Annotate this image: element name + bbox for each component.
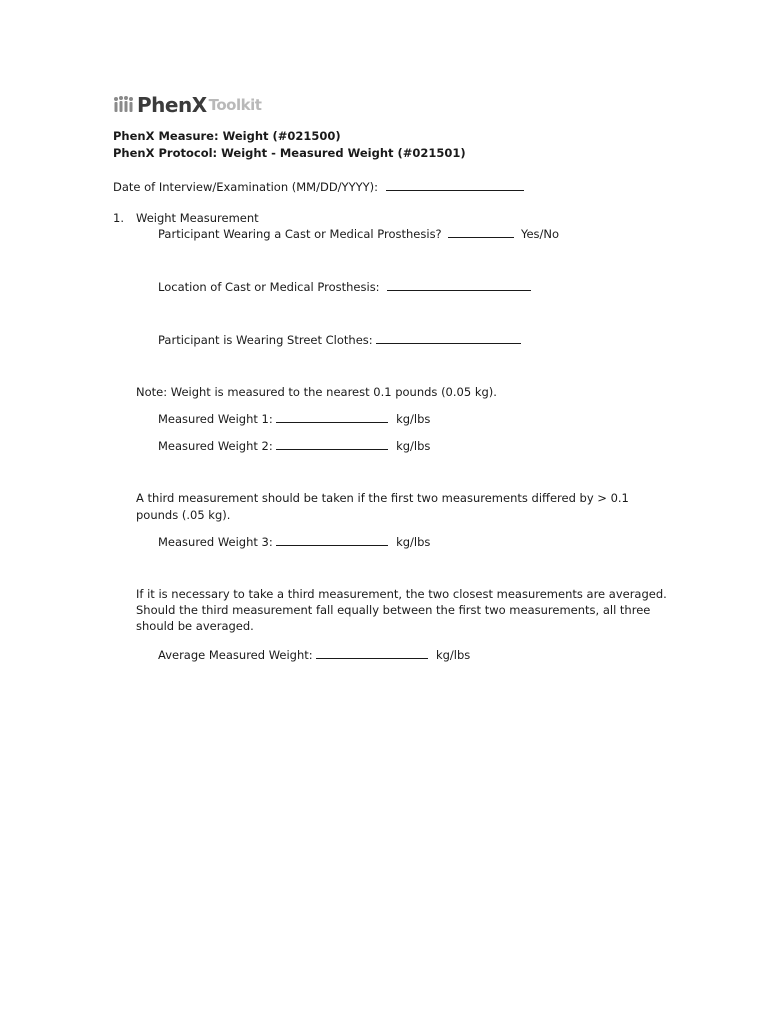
location-field[interactable] <box>387 278 531 291</box>
section-title: Weight Measurement <box>136 211 259 225</box>
logo-toolkit-text: Toolkit <box>208 96 262 114</box>
weight1-row <box>158 410 430 427</box>
third-instruction-line-1: A third measurement should be taken if the first two measurements differed by > 0.1 <box>136 491 629 505</box>
avg-weight-row <box>158 646 470 663</box>
location-row <box>158 278 531 295</box>
protocol-title: PhenX Protocol: Weight - Measured Weight (#021501) <box>113 146 466 160</box>
weight2-unit: kg/lbs <box>396 439 431 453</box>
clothes-row <box>158 331 521 348</box>
clothes-label: Participant is Wearing Street Clothes: <box>158 333 373 347</box>
phenx-toolkit-logo <box>113 92 261 118</box>
location-label: Location of Cast or Medical Prosthesis: <box>158 280 380 294</box>
cast-field[interactable] <box>448 225 514 238</box>
avg-weight-unit: kg/lbs <box>435 648 471 662</box>
people-icon <box>113 94 135 116</box>
weight3-field[interactable] <box>276 533 388 546</box>
avg-instruction-line-1: If it is necessary to take a third measurement, the two closest measurements are averaged. <box>136 587 667 601</box>
weight2-row <box>158 437 430 454</box>
weight1-unit: kg/lbs <box>396 412 431 426</box>
weight1-label: Measured Weight 1: <box>158 412 273 426</box>
note-text: Note: Weight is measured to the nearest 0.1 pounds (0.05 kg). <box>136 385 497 399</box>
avg-instruction-line-2: Should the third measurement fall equally between the first two measurements, all three <box>136 603 651 617</box>
cast-row <box>158 225 559 242</box>
weight3-unit: kg/lbs <box>396 535 431 549</box>
weight2-label: Measured Weight 2: <box>158 439 273 453</box>
weight1-field[interactable] <box>276 410 388 423</box>
avg-weight-field[interactable] <box>316 646 428 659</box>
cast-yes-no: Yes/No <box>520 227 560 241</box>
avg-instruction-line-3: should be averaged. <box>136 619 254 633</box>
logo-phenx-text: PhenX <box>137 93 207 117</box>
weight3-label: Measured Weight 3: <box>158 535 273 549</box>
cast-label: Participant Wearing a Cast or Medical Prosthesis? <box>158 227 442 241</box>
weight3-row <box>158 533 430 550</box>
date-label: Date of Interview/Examination (MM/DD/YYYY): <box>113 180 379 194</box>
weight2-field[interactable] <box>276 437 388 450</box>
section-number: 1. <box>113 211 124 225</box>
clothes-field[interactable] <box>376 331 521 344</box>
avg-weight-label: Average Measured Weight: <box>158 648 313 662</box>
measure-title: PhenX Measure: Weight (#021500) <box>113 129 341 143</box>
third-instruction-line-2: pounds (.05 kg). <box>136 508 231 522</box>
date-field[interactable] <box>386 178 524 191</box>
date-row <box>113 178 524 195</box>
